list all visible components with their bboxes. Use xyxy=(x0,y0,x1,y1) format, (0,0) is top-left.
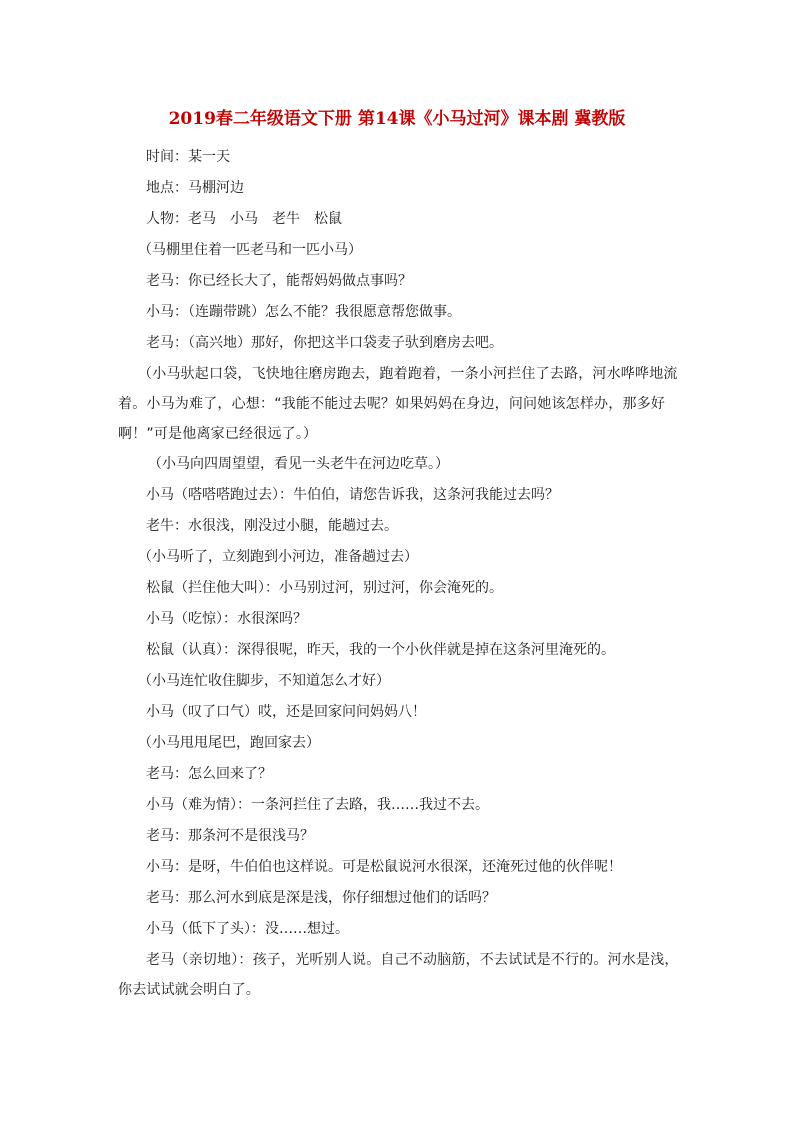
dialogue-line: 小马（难为情）：一条河拦住了去路，我……我过不去。 xyxy=(146,797,489,813)
dialogue-line: 老马：怎么回来了？ xyxy=(146,766,272,782)
document-body xyxy=(118,142,683,1005)
document-title: 2019春二年级语文下册 第14课《小马过河》课本剧 冀教版 xyxy=(168,109,626,129)
dialogue-line: 小马：（连蹦带跳）怎么不能？我很愿意帮您做事。 xyxy=(146,304,461,320)
stage-direction: （小马向四周望望，看见一头老牛在河边吃草。） xyxy=(148,456,449,472)
dialogue-line: 小马：是呀，牛伯伯也这样说。可是松鼠说河水很深，还淹死过他的伙伴呢！ xyxy=(146,859,622,875)
dialogue-line: 老马：那条河不是很浅马？ xyxy=(146,828,314,844)
dialogue-line: 小马（吃惊）：水很深吗？ xyxy=(146,611,307,627)
dialogue-line: 老马：（高兴地）那好，你把这半口袋麦子驮到磨房去吧。 xyxy=(146,335,503,351)
dialogue-line: 松鼠（拦住他大叫）：小马别过河，别过河，你会淹死的。 xyxy=(146,580,503,596)
dialogue-line: 松鼠（认真）：深得很呢，昨天，我的一个小伙伴就是掉在这条河里淹死的。 xyxy=(146,642,615,658)
dialogue-line: 小马（叹了口气）哎，还是回家问问妈妈八！ xyxy=(146,704,426,720)
stage-direction: （小马驮起口袋，飞快地往磨房跑去，跑着跑着，一条小河拦住了去路，河水哗哗地流着。小马为难了，心想：“我能不能过去呢？如果妈妈在身边，问问她该怎样办，那多好啊！”可是他离家已经很远了。） xyxy=(118,366,678,442)
dialogue-line: 老马：那么河水到底是深是浅，你仔细想过他们的话吗？ xyxy=(146,890,496,906)
paragraph-time: 时间：某一天 xyxy=(146,149,230,165)
dialogue-line: 小马（嗒嗒嗒跑过去）：牛伯伯，请您告诉我，这条河我能过去吗？ xyxy=(146,487,559,503)
stage-direction: （小马甩甩尾巴，跑回家去） xyxy=(138,735,320,751)
dialogue-line: 老马：你已经长大了，能帮妈妈做点事吗？ xyxy=(146,273,412,289)
stage-direction: （马棚里住着一匹老马和一匹小马） xyxy=(138,242,362,258)
dialogue-line: 老牛：水很浅，刚没过小腿，能趟过去。 xyxy=(146,518,398,534)
dialogue-line: 小马（低下了头）：没……想过。 xyxy=(146,921,349,937)
stage-direction: （小马连忙收住脚步，不知道怎么才好） xyxy=(138,673,390,689)
stage-direction: （小马听了，立刻跑到小河边，准备趟过去） xyxy=(138,549,418,565)
paragraph-place: 地点：马棚河边 xyxy=(146,180,244,196)
paragraph-characters: 人物：老马 小马 老牛 松鼠 xyxy=(146,211,342,227)
dialogue-line: 老马（亲切地）：孩子，光听别人说。自己不动脑筋，不去试试是不行的。河水是浅，你去试试就会明白了。 xyxy=(118,952,679,998)
